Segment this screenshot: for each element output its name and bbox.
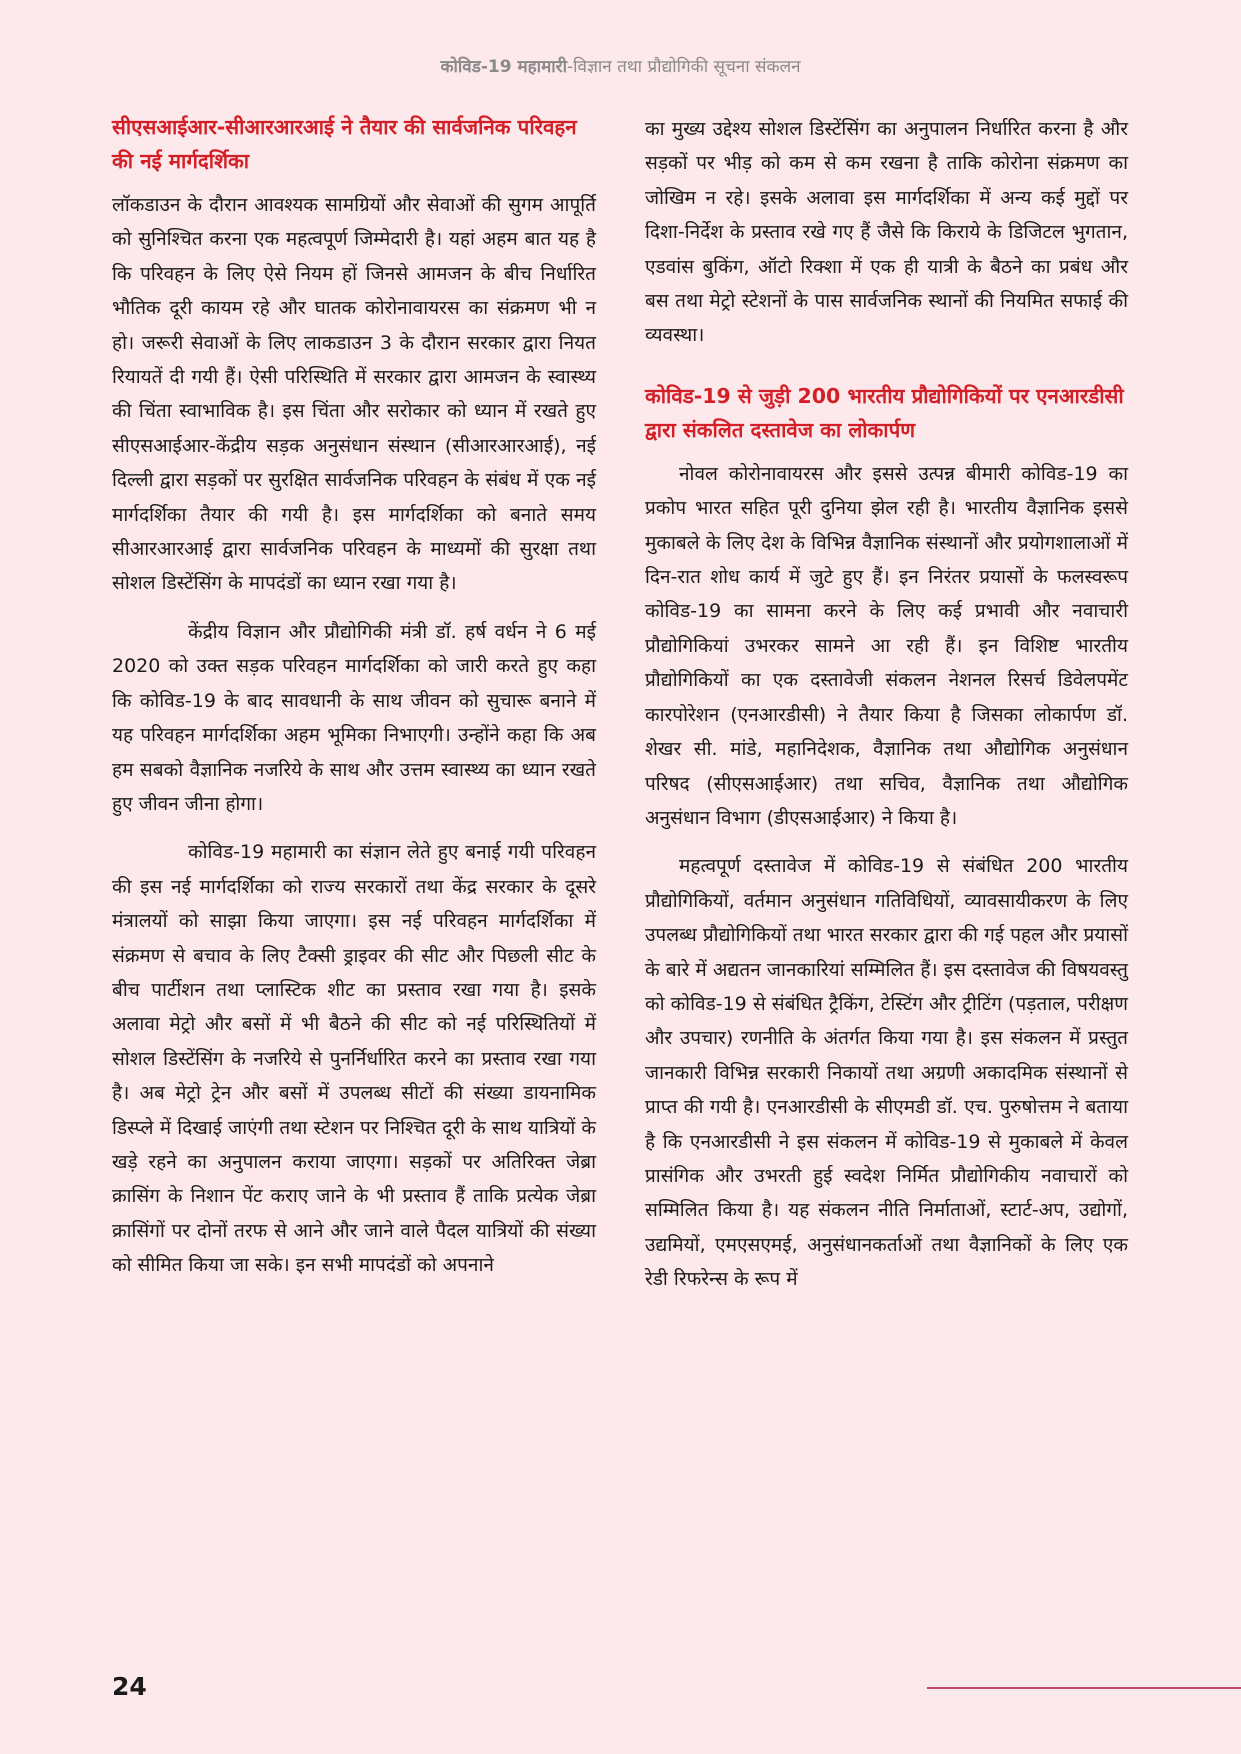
running-head-bold: कोविड-19 महामारी xyxy=(440,57,567,77)
paragraph: का मुख्य उद्देश्य सोशल डिस्टेंसिंग का अनुपालन निर्धारित करना है और सड़कों पर भीड़ को कम से कम रखना है ताकि कोरोना संक्रमण का जोखिम न रहे। इसके अलावा इस मार्गदर्शिका में अन्य कई मुद्दों पर दिशा-निर्देश के प्रस्ताव रखे गए हैं जैसे कि किराये के डिजिटल भुगतान, एडवांस बुकिंग, ऑटो रिक्शा में एक ही यात्री के बैठने का प्रबंध और बस तथा मेट्रो स्टेशनों के पास सार्वजनिक स्थानों की नियमित सफाई की व्यवस्था। xyxy=(645,118,1128,347)
running-head-rest: -विज्ञान तथा प्रौद्योगिकी सूचना संकलन xyxy=(567,57,801,77)
paragraph: नोवल कोरोनावायरस और इससे उत्पन्न बीमारी कोविड-19 का प्रकोप भारत सहित पूरी दुनिया झेल रही है। भारतीय वैज्ञानिक इससे मुकाबले के लिए देश के विभिन्न वैज्ञानिक संस्थानों और प्रयोगशालाओं में दिन-रात शोध कार्य में जुटे हुए हैं। इन निरंतर प्रयासों के फलस्वरूप कोविड-19 का सामना करने के लिए कई प्रभावी और नवाचारी प्रौद्योगिकियां उभरकर सामने आ रही हैं। इन विशिष्ट भारतीय प्रौद्योगिकियों का एक दस्तावेजी संकलन नेशनल रिसर्च डिवेलपमेंट कारपोरेशन (एनआरडीसी) ने तैयार किया है जिसका लोकार्पण डॉ. शेखर सी. मांडे, महानिदेशक, वैज्ञानिक तथा औद्योगिक अनुसंधान परिषद (सीएसआईआर) तथा सचिव, वैज्ञानिक तथा औद्योगिक अनुसंधान विभाग (डीएसआईआर) ने किया है। xyxy=(645,462,1128,829)
footer-rule xyxy=(927,1687,1241,1689)
right-column xyxy=(645,112,1128,1311)
article-heading-nrdc: कोविड-19 से जुड़ी 200 भारतीय प्रौद्योगिकियों पर एनआरडीसी द्वारा संकलित दस्तावेज का लोकार्पण xyxy=(645,383,1124,442)
page-number: 24 xyxy=(112,1672,147,1701)
article-heading-transport: सीएसआईआर-सीआरआरआई ने तैयार की सार्वजनिक परिवहन की नई मार्गदर्शिका xyxy=(112,115,577,173)
paragraph: केंद्रीय विज्ञान और प्रौद्योगिकी मंत्री डॉ. हर्ष वर्धन ने 6 मई 2020 को उक्त सड़क परिवहन मार्गदर्शिका को जारी करते हुए कहा कि कोविड-19 के बाद सावधानी के साथ जीवन को सुचारू बनाने में यह परिवहन मार्गदर्शिका अहम भूमिका निभाएगी। उन्होंने कहा कि अब हम सबको वैज्ञानिक नजरिये के साथ और उत्तम स्वास्थ्य का ध्यान रखते हुए जीवन जीना होगा। xyxy=(112,620,596,815)
paragraph: कोविड-19 महामारी का संज्ञान लेते हुए बनाई गयी परिवहन की इस नई मार्गदर्शिका को राज्य सरकारों तथा केंद्र सरकार के दूसरे मंत्रालयों को साझा किया जाएगा। इस नई परिवहन मार्गदर्शिका में संक्रमण से बचाव के लिए टैक्सी ड्राइवर की सीट और पिछली सीट के बीच पार्टीशन तथा प्लास्टिक शीट का प्रस्ताव रखा गया है। इसके अलावा मेट्रो और बसों में भी बैठने की सीट को नई परिस्थितियों में सोशल डिस्टेंसिंग के नजरिये से पुनर्निर्धारित करने का प्रस्ताव रखा गया है। अब मेट्रो ट्रेन और बसों में उपलब्ध सीटों की संख्या डायनामिक डिस्प्ले में दिखाई जाएंगी तथा स्टेशन पर निश्चित दूरी के साथ यात्रियों के खड़े रहने का अनुपालन कराया जाएगा। सड़कों पर अतिरिक्त जेब्रा क्रासिंग के निशान पेंट कराए जाने के भी प्रस्ताव हैं ताकि प्रत्येक जेब्रा क्रासिंगों पर दोनों तरफ से आने और जाने वाले पैदल यात्रियों की संख्या को सीमित किया जा सके। इन सभी मापदंडों को अपनाने xyxy=(112,841,596,1277)
running-head xyxy=(0,54,1241,77)
left-column xyxy=(112,110,596,1297)
paragraph: महत्वपूर्ण दस्तावेज में कोविड-19 से संबंधित 200 भारतीय प्रौद्योगिकियों, वर्तमान अनुसंधान गतिविधियों, व्यावसायीकरण के लिए उपलब्ध प्रौद्योगिकियों तथा भारत सरकार द्वारा की गई पहल और प्रयासों के बारे में अद्यतन जानकारियां सम्मिलित हैं। इस दस्तावेज की विषयवस्तु को कोविड-19 से संबंधित ट्रैकिंग, टेस्टिंग और ट्रीटिंग (पड़ताल, परीक्षण और उपचार) रणनीति के अंतर्गत किया गया है। इस संकलन में प्रस्तुत जानकारी विभिन्न सरकारी निकायों तथा अग्रणी अकादमिक संस्थानों से प्राप्त की गयी है। एनआरडीसी के सीएमडी डॉ. एच. पुरुषोत्तम ने बताया है कि एनआरडीसी ने इस संकलन में कोविड-19 से मुकाबले में केवल प्रासंगिक और उभरती हुई स्वदेश निर्मित प्रौद्योगिकीय नवाचारों को सम्मिलित किया है। यह संकलन नीति निर्माताओं, स्टार्ट-अप, उद्योगों, उद्यमियों, एमएसएमई, अनुसंधानकर्ताओं तथा वैज्ञानिकों के लिए एक रेडी रिफरेन्स के रूप में xyxy=(645,855,1128,1291)
paragraph: लॉकडाउन के दौरान आवश्यक सामग्रियों और सेवाओं की सुगम आपूर्ति को सुनिश्चित करना एक महत्वपूर्ण जिम्मेदारी है। यहां अहम बात यह है कि परिवहन के लिए ऐसे नियम हों जिनसे आमजन के बीच निर्धारित भौतिक दूरी कायम रहे और घातक कोरोनावायरस का संक्रमण भी न हो। जरूरी सेवाओं के लिए लाकडाउन 3 के दौरान सरकार द्वारा नियत रियायतें दी गयी हैं। ऐसी परिस्थिति में सरकार द्वारा आमजन के स्वास्थ्य की चिंता स्वाभाविक है। इस चिंता और सरोकार को ध्यान में रखते हुए सीएसआईआर-केंद्रीय सड़क अनुसंधान संस्थान (सीआरआरआई), नई दिल्ली द्वारा सड़कों पर सुरक्षित सार्वजनिक परिवहन के संबंध में एक नई मार्गदर्शिका तैयार की गयी है। इस मार्गदर्शिका को बनाते समय सीआरआरआई द्वारा सार्वजनिक परिवहन के माध्यमों की सुरक्षा तथा सोशल डिस्टेंसिंग के मापदंडों का ध्यान रखा गया है। xyxy=(112,194,596,595)
